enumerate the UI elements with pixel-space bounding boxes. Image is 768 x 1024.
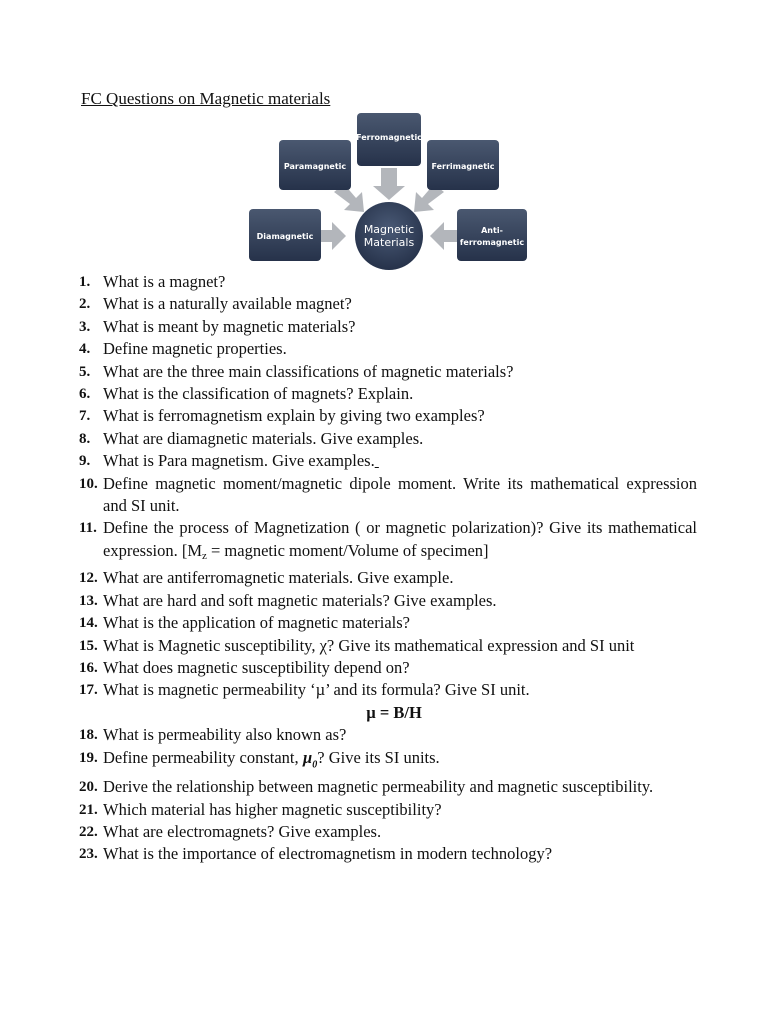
- question-item: [79, 383, 697, 405]
- question-text: [103, 747, 697, 777]
- underline-mark: [375, 451, 379, 470]
- question-list: [79, 271, 697, 866]
- question-text: What is ferromagnetism explain by giving two examples?: [103, 406, 485, 426]
- question-item: [79, 428, 697, 450]
- formula-text: µ = B/H: [366, 702, 422, 722]
- question-number: 1.: [79, 274, 91, 290]
- node-antiferromagnetic-label-2: ferromagnetic: [459, 238, 525, 247]
- question-number: 6.: [79, 386, 91, 403]
- question-item: [79, 271, 697, 293]
- question-text-part-b: ? Give its SI units.: [317, 747, 440, 767]
- center-label-2: Materials: [363, 236, 415, 249]
- magnetic-materials-diagram: [0, 0, 768, 280]
- question-item: [79, 821, 697, 843]
- question-number: 9.: [79, 453, 91, 470]
- mu-subscript: 0: [312, 758, 318, 770]
- permeability-formula: [79, 702, 697, 724]
- question-text: What is the importance of electromagnetism in modern technology?: [103, 844, 553, 864]
- question-number: 14.: [79, 615, 98, 632]
- question-text: Which material has higher magnetic susceptibility?: [103, 799, 442, 819]
- arrow-antiferromagnetic: [430, 222, 458, 250]
- diagram-svg: [0, 0, 768, 280]
- question-item: [79, 450, 697, 472]
- arrow-diamagnetic: [318, 222, 346, 250]
- question-number: 23.: [79, 846, 98, 863]
- question-text: What is the classification of magnets? Explain.: [103, 384, 414, 404]
- question-item: [79, 361, 697, 383]
- question-text: What are electromagnets? Give examples.: [103, 822, 382, 842]
- node-paramagnetic-label: Paramagnetic: [283, 162, 347, 171]
- node-ferrimagnetic: [427, 140, 499, 190]
- node-diamagnetic-label: Diamagnetic: [256, 232, 314, 241]
- question-item: [79, 679, 697, 701]
- question-item: [79, 405, 697, 427]
- question-text: What is a naturally available magnet?: [103, 294, 352, 314]
- question-item: [79, 612, 697, 634]
- question-number: 21.: [79, 801, 98, 818]
- question-item: [79, 657, 697, 679]
- question-number: 3.: [79, 318, 91, 335]
- question-text: What are antiferromagnetic materials. Give example.: [103, 568, 454, 588]
- node-antiferromagnetic: [457, 209, 527, 261]
- question-number: 4.: [79, 341, 91, 358]
- question-item: [79, 776, 697, 798]
- question-item: [79, 567, 697, 589]
- question-number: 7.: [79, 408, 91, 425]
- page-title: FC Questions on Magnetic materials: [81, 89, 331, 108]
- mu-zero-symbol: [302, 747, 318, 770]
- question-number: 16.: [79, 659, 98, 676]
- question-item: [79, 843, 697, 865]
- question-text: [103, 517, 697, 567]
- node-paramagnetic: [279, 140, 351, 190]
- node-ferrimagnetic-label: Ferrimagnetic: [431, 162, 495, 171]
- question-number: 18.: [79, 727, 98, 744]
- question-text-part-a: Define the process of Magnetization ( or magnetic polarization)? Give its mathematical expression. [M: [103, 518, 697, 560]
- question-text: What are diamagnetic materials. Give examples.: [103, 428, 424, 448]
- question-number: 11.: [79, 520, 97, 537]
- node-ferromagnetic-label: Ferromagnetic: [356, 133, 422, 142]
- question-text: Define magnetic moment/magnetic dipole moment. Write its mathematical expression and SI unit.: [103, 473, 697, 516]
- question-text: What are hard and soft magnetic materials? Give examples.: [103, 590, 497, 610]
- question-item: [79, 473, 697, 518]
- question-number: 20.: [79, 779, 98, 796]
- question-item: [79, 293, 697, 315]
- question-text: What are the three main classifications of magnetic materials?: [103, 361, 514, 381]
- arrow-ferromagnetic: [373, 168, 405, 200]
- question-item: [79, 724, 697, 746]
- mu-symbol: µ: [302, 747, 313, 767]
- question-number: 5.: [79, 363, 91, 380]
- question-text-part-a: Define permeability constant,: [103, 747, 303, 767]
- question-text: What is magnetic permeability ‘µ’ and its formula? Give SI unit.: [103, 680, 530, 700]
- question-text-part-b: = magnetic moment/Volume of specimen]: [206, 540, 489, 560]
- question-item: [79, 517, 697, 567]
- question-text: [103, 450, 697, 472]
- question-number: 17.: [79, 682, 98, 699]
- node-magnetic-materials: [355, 202, 423, 270]
- node-ferromagnetic: [356, 113, 422, 166]
- node-antiferromagnetic-label-1: Anti-: [481, 226, 503, 235]
- question-text-main: What is Para magnetism. Give examples.: [103, 451, 375, 471]
- question-number: 15.: [79, 637, 98, 654]
- question-text: What is Magnetic susceptibility, χ? Give its mathematical expression and SI unit: [103, 635, 635, 655]
- subscript-z: z: [201, 549, 207, 562]
- question-item: [79, 799, 697, 821]
- question-text: What is meant by magnetic materials?: [103, 316, 356, 336]
- question-text: What is permeability also known as?: [103, 725, 347, 745]
- question-text: What is the application of magnetic materials?: [103, 613, 410, 633]
- question-number: 19.: [79, 749, 98, 766]
- question-text: Derive the relationship between magnetic permeability and magnetic susceptibility.: [103, 777, 654, 797]
- question-text: Define magnetic properties.: [103, 339, 287, 359]
- question-number: 10.: [79, 475, 98, 492]
- question-item: [79, 747, 697, 777]
- node-diamagnetic: [249, 209, 321, 261]
- question-item: [79, 338, 697, 360]
- question-text: What does magnetic susceptibility depend on?: [103, 657, 410, 677]
- question-number: 22.: [79, 824, 98, 841]
- question-number: 8.: [79, 430, 91, 447]
- question-number: 12.: [79, 570, 98, 587]
- center-label-1: Magnetic: [363, 223, 415, 236]
- question-item: [79, 316, 697, 338]
- question-text: What is a magnet?: [103, 272, 226, 291]
- question-item: [79, 590, 697, 612]
- question-number: 2.: [79, 296, 91, 313]
- question-number: 13.: [79, 592, 98, 609]
- question-item: [79, 635, 697, 657]
